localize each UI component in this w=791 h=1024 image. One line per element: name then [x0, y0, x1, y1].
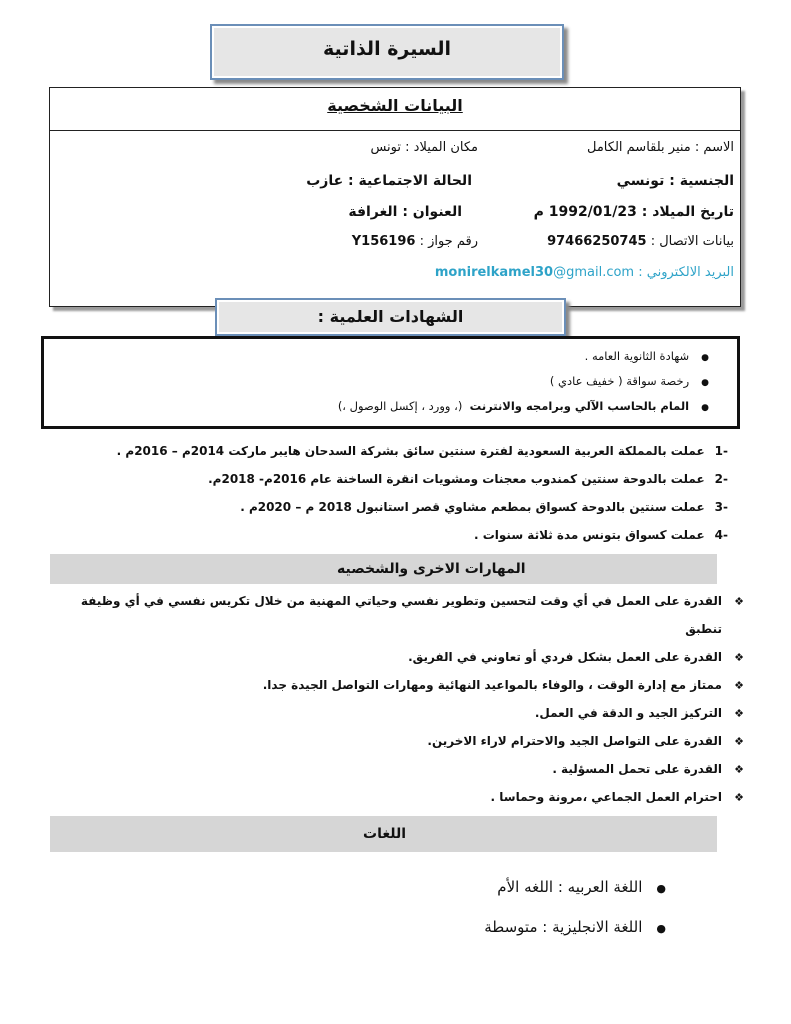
certificate-item: ● المام بالحاسب الآلي وبرامجه والانترنت (، وورد ، إكسل الوصول ،) — [44, 395, 709, 420]
skill-item: ❖احترام العمل الجماعي ،مرونة وحماسا . — [490, 790, 744, 804]
passport-field — [352, 234, 478, 249]
languages-section-bar — [50, 816, 717, 852]
skill-item: ❖التركيز الجيد و الدقة في العمل. — [534, 706, 744, 720]
email-domain: @gmail.com — [553, 265, 635, 280]
bullet-icon: ● — [656, 882, 666, 895]
address-field: العنوان : الغرافة — [348, 204, 462, 220]
email-link[interactable] — [435, 265, 634, 280]
passport-value: Y156196 — [351, 234, 416, 249]
cv-title-text: السيرة الذاتية — [323, 38, 451, 60]
dob-field — [534, 204, 734, 220]
skill-item: ❖القدرة على التواصل الجيد والاحترام لاراء الاخرين. — [427, 734, 744, 748]
phone-field — [547, 234, 734, 249]
dob-value: 1992/01/23 م — [533, 204, 637, 220]
certificates-list — [44, 339, 737, 420]
passport-label: رقم جواز : — [419, 234, 478, 249]
diamond-bullet-icon: ❖ — [734, 763, 744, 776]
diamond-bullet-icon: ❖ — [734, 595, 744, 608]
experience-item: -2عملت بالدوحة سنتين كمندوب معجنات ومشويات انقرة الساخنة عام 2016م- 2018م. — [208, 472, 728, 486]
email-field — [435, 265, 734, 280]
email-label: البريد الالكتروني : — [638, 265, 734, 280]
phone-label: بيانات الاتصال : — [650, 234, 734, 249]
experience-item: -3عملت سنتين بالدوحة كسواق بمطعم مشاوي قصر استانبول 2018 م – 2020م . — [240, 500, 728, 514]
language-item: ●اللغة العربيه : اللغه الأم — [497, 878, 666, 896]
skill-item: ❖القدرة على العمل في أي وقت لتحسين وتطوير نفسي وحياتي المهنية من خلال تكريس نفسي في أي وظيفة — [80, 594, 744, 608]
diamond-bullet-icon: ❖ — [734, 707, 744, 720]
skill-item: ❖ممتاز مع إدارة الوقت ، والوفاء بالمواعيد النهائية ومهارات التواصل الجيدة جدا. — [262, 678, 744, 692]
name-field: الاسم : منير بلقاسم الكامل — [587, 140, 734, 155]
birthplace-field: مكان الميلاد : تونس — [370, 140, 478, 155]
certificate-item: ● شهادة الثانوية العامه . — [44, 345, 709, 370]
marital-status-field: الحالة الاجتماعية : عازب — [306, 173, 472, 189]
email-user: monirelkamel30 — [434, 265, 554, 280]
certificates-box — [41, 336, 740, 429]
nationality-field: الجنسية : تونسي — [616, 173, 734, 189]
skill-item: ❖القدرة على تحمل المسؤلية . — [552, 762, 744, 776]
skill-item-continuation: تنطبق — [685, 622, 722, 636]
dob-label: تاريخ الميلاد : — [641, 204, 734, 220]
personal-info-box — [49, 87, 741, 307]
certificates-title-text: الشهادات العلمية : — [317, 307, 464, 326]
bullet-icon: ● — [656, 922, 666, 935]
diamond-bullet-icon: ❖ — [734, 791, 744, 804]
languages-title: اللغات — [363, 826, 406, 842]
diamond-bullet-icon: ❖ — [734, 735, 744, 748]
personal-divider — [50, 130, 740, 131]
experience-item: -4عملت كسواق بتونس مدة ثلاثة سنوات . — [473, 528, 728, 542]
personal-heading: البيانات الشخصية — [327, 96, 463, 115]
phone-value: 97466250745 — [547, 234, 647, 249]
certificates-title — [215, 298, 566, 336]
language-item: ●اللغة الانجليزية : متوسطة — [484, 918, 666, 936]
skill-item: ❖القدرة على العمل بشكل فردي أو تعاوني في الفريق. — [408, 650, 744, 664]
cv-title — [210, 24, 564, 80]
diamond-bullet-icon: ❖ — [734, 679, 744, 692]
experience-item: -1عملت بالمملكة العربية السعودية لفترة سنتين سائق بشركة السدحان هايبر ماركت 2014م – 2016م . — [116, 444, 728, 458]
skills-title: المهارات الاخرى والشخصيه — [337, 561, 526, 577]
skills-section-bar — [50, 554, 717, 584]
diamond-bullet-icon: ❖ — [734, 651, 744, 664]
certificate-item: ● رخصة سواقة ( خفيف عادي ) — [44, 370, 709, 395]
